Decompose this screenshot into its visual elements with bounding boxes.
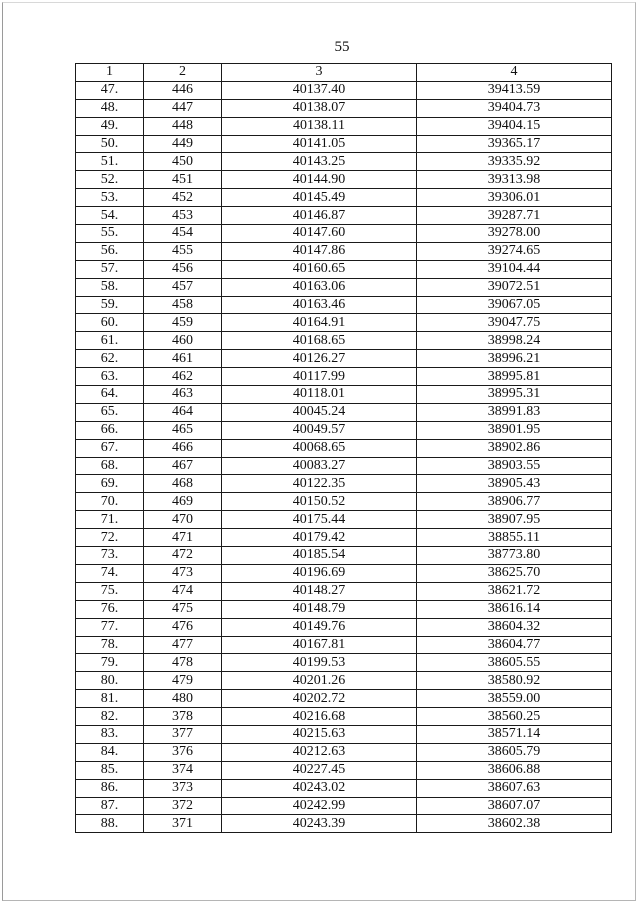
point-number-cell: 471 — [144, 529, 222, 547]
y-coordinate-cell: 38602.38 — [417, 815, 612, 833]
point-number-cell: 453 — [144, 207, 222, 225]
row-number-cell: 68. — [76, 457, 144, 475]
table-row — [76, 421, 612, 439]
table-row — [76, 690, 612, 708]
y-coordinate-cell: 38907.95 — [417, 511, 612, 529]
table-row — [76, 672, 612, 690]
y-coordinate-cell: 39047.75 — [417, 314, 612, 332]
point-number-cell: 467 — [144, 457, 222, 475]
table-row — [76, 242, 612, 260]
table-row — [76, 260, 612, 278]
x-coordinate-cell: 40185.54 — [222, 547, 417, 565]
point-number-cell: 472 — [144, 547, 222, 565]
table-row — [76, 815, 612, 833]
row-number-cell: 54. — [76, 207, 144, 225]
y-coordinate-cell: 38571.14 — [417, 725, 612, 743]
table-row — [76, 207, 612, 225]
y-coordinate-cell: 38580.92 — [417, 672, 612, 690]
point-number-cell: 480 — [144, 690, 222, 708]
row-number-cell: 47. — [76, 81, 144, 99]
column-header-1: 1 — [76, 64, 144, 82]
table-row — [76, 725, 612, 743]
table-row — [76, 475, 612, 493]
point-number-cell: 371 — [144, 815, 222, 833]
page-number: 55 — [334, 39, 350, 55]
y-coordinate-cell: 38905.43 — [417, 475, 612, 493]
row-number-cell: 49. — [76, 117, 144, 135]
x-coordinate-cell: 40202.72 — [222, 690, 417, 708]
row-number-cell: 67. — [76, 439, 144, 457]
point-number-cell: 478 — [144, 654, 222, 672]
x-coordinate-cell: 40148.79 — [222, 600, 417, 618]
x-coordinate-cell: 40147.60 — [222, 225, 417, 243]
y-coordinate-cell: 38607.07 — [417, 797, 612, 815]
x-coordinate-cell: 40163.46 — [222, 296, 417, 314]
table-header-row — [76, 64, 612, 82]
point-number-cell: 454 — [144, 225, 222, 243]
y-coordinate-cell: 38604.77 — [417, 636, 612, 654]
point-number-cell: 468 — [144, 475, 222, 493]
row-number-cell: 52. — [76, 171, 144, 189]
point-number-cell: 461 — [144, 350, 222, 368]
y-coordinate-cell: 38773.80 — [417, 547, 612, 565]
y-coordinate-cell: 38903.55 — [417, 457, 612, 475]
table-row — [76, 779, 612, 797]
x-coordinate-cell: 40144.90 — [222, 171, 417, 189]
y-coordinate-cell: 38625.70 — [417, 564, 612, 582]
row-number-cell: 48. — [76, 99, 144, 117]
x-coordinate-cell: 40215.63 — [222, 725, 417, 743]
x-coordinate-cell: 40141.05 — [222, 135, 417, 153]
row-number-cell: 72. — [76, 529, 144, 547]
row-number-cell: 84. — [76, 743, 144, 761]
column-header-3: 3 — [222, 64, 417, 82]
table-row — [76, 511, 612, 529]
y-coordinate-cell: 39365.17 — [417, 135, 612, 153]
row-number-cell: 78. — [76, 636, 144, 654]
x-coordinate-cell: 40147.86 — [222, 242, 417, 260]
table-row — [76, 654, 612, 672]
column-header-4: 4 — [417, 64, 612, 82]
table-row — [76, 386, 612, 404]
point-number-cell: 474 — [144, 582, 222, 600]
row-number-cell: 83. — [76, 725, 144, 743]
row-number-cell: 86. — [76, 779, 144, 797]
x-coordinate-cell: 40122.35 — [222, 475, 417, 493]
point-number-cell: 447 — [144, 99, 222, 117]
x-coordinate-cell: 40083.27 — [222, 457, 417, 475]
y-coordinate-cell: 38995.81 — [417, 368, 612, 386]
row-number-cell: 71. — [76, 511, 144, 529]
row-number-cell: 57. — [76, 260, 144, 278]
table-body — [76, 81, 612, 832]
row-number-cell: 87. — [76, 797, 144, 815]
point-number-cell: 451 — [144, 171, 222, 189]
point-number-cell: 458 — [144, 296, 222, 314]
row-number-cell: 56. — [76, 242, 144, 260]
row-number-cell: 82. — [76, 708, 144, 726]
table-row — [76, 636, 612, 654]
table-row — [76, 314, 612, 332]
point-number-cell: 446 — [144, 81, 222, 99]
x-coordinate-cell: 40137.40 — [222, 81, 417, 99]
x-coordinate-cell: 40167.81 — [222, 636, 417, 654]
x-coordinate-cell: 40138.07 — [222, 99, 417, 117]
point-number-cell: 448 — [144, 117, 222, 135]
row-number-cell: 61. — [76, 332, 144, 350]
x-coordinate-cell: 40068.65 — [222, 439, 417, 457]
table-row — [76, 296, 612, 314]
table-row — [76, 564, 612, 582]
row-number-cell: 64. — [76, 386, 144, 404]
y-coordinate-cell: 38855.11 — [417, 529, 612, 547]
table-row — [76, 350, 612, 368]
table-row — [76, 171, 612, 189]
y-coordinate-cell: 38996.21 — [417, 350, 612, 368]
y-coordinate-cell: 39306.01 — [417, 189, 612, 207]
point-number-cell: 470 — [144, 511, 222, 529]
point-number-cell: 374 — [144, 761, 222, 779]
table-row — [76, 582, 612, 600]
point-number-cell: 456 — [144, 260, 222, 278]
y-coordinate-cell: 39413.59 — [417, 81, 612, 99]
table-row — [76, 493, 612, 511]
table-row — [76, 439, 612, 457]
y-coordinate-cell: 39072.51 — [417, 278, 612, 296]
x-coordinate-cell: 40045.24 — [222, 403, 417, 421]
row-number-cell: 80. — [76, 672, 144, 690]
y-coordinate-cell: 39287.71 — [417, 207, 612, 225]
table-row — [76, 189, 612, 207]
row-number-cell: 60. — [76, 314, 144, 332]
row-number-cell: 59. — [76, 296, 144, 314]
row-number-cell: 79. — [76, 654, 144, 672]
point-number-cell: 450 — [144, 153, 222, 171]
y-coordinate-cell: 39274.65 — [417, 242, 612, 260]
point-number-cell: 476 — [144, 618, 222, 636]
y-coordinate-cell: 39104.44 — [417, 260, 612, 278]
row-number-cell: 65. — [76, 403, 144, 421]
table-row — [76, 797, 612, 815]
row-number-cell: 62. — [76, 350, 144, 368]
point-number-cell: 473 — [144, 564, 222, 582]
row-number-cell: 51. — [76, 153, 144, 171]
y-coordinate-cell: 38605.79 — [417, 743, 612, 761]
x-coordinate-cell: 40145.49 — [222, 189, 417, 207]
y-coordinate-cell: 38605.55 — [417, 654, 612, 672]
y-coordinate-cell: 38607.63 — [417, 779, 612, 797]
point-number-cell: 455 — [144, 242, 222, 260]
y-coordinate-cell: 39313.98 — [417, 171, 612, 189]
x-coordinate-cell: 40148.27 — [222, 582, 417, 600]
point-number-cell: 465 — [144, 421, 222, 439]
row-number-cell: 76. — [76, 600, 144, 618]
point-number-cell: 464 — [144, 403, 222, 421]
x-coordinate-cell: 40199.53 — [222, 654, 417, 672]
table-row — [76, 368, 612, 386]
table-row — [76, 117, 612, 135]
x-coordinate-cell: 40138.11 — [222, 117, 417, 135]
y-coordinate-cell: 38560.25 — [417, 708, 612, 726]
y-coordinate-cell: 38998.24 — [417, 332, 612, 350]
point-number-cell: 372 — [144, 797, 222, 815]
row-number-cell: 58. — [76, 278, 144, 296]
point-number-cell: 462 — [144, 368, 222, 386]
y-coordinate-cell: 38616.14 — [417, 600, 612, 618]
row-number-cell: 53. — [76, 189, 144, 207]
point-number-cell: 457 — [144, 278, 222, 296]
row-number-cell: 70. — [76, 493, 144, 511]
x-coordinate-cell: 40179.42 — [222, 529, 417, 547]
x-coordinate-cell: 40126.27 — [222, 350, 417, 368]
x-coordinate-cell: 40143.25 — [222, 153, 417, 171]
point-number-cell: 377 — [144, 725, 222, 743]
row-number-cell: 50. — [76, 135, 144, 153]
point-number-cell: 459 — [144, 314, 222, 332]
y-coordinate-cell: 38995.31 — [417, 386, 612, 404]
point-number-cell: 452 — [144, 189, 222, 207]
table-row — [76, 761, 612, 779]
row-number-cell: 63. — [76, 368, 144, 386]
y-coordinate-cell: 38991.83 — [417, 403, 612, 421]
y-coordinate-cell: 38901.95 — [417, 421, 612, 439]
table-row — [76, 743, 612, 761]
row-number-cell: 85. — [76, 761, 144, 779]
row-number-cell: 73. — [76, 547, 144, 565]
table-row — [76, 618, 612, 636]
table-row — [76, 457, 612, 475]
row-number-cell: 88. — [76, 815, 144, 833]
table-row — [76, 600, 612, 618]
row-number-cell: 75. — [76, 582, 144, 600]
y-coordinate-cell: 39278.00 — [417, 225, 612, 243]
y-coordinate-cell: 38559.00 — [417, 690, 612, 708]
table-row — [76, 403, 612, 421]
table-row — [76, 278, 612, 296]
table-row — [76, 153, 612, 171]
point-number-cell: 469 — [144, 493, 222, 511]
table-row — [76, 332, 612, 350]
x-coordinate-cell: 40160.65 — [222, 260, 417, 278]
row-number-cell: 69. — [76, 475, 144, 493]
y-coordinate-cell: 38906.77 — [417, 493, 612, 511]
x-coordinate-cell: 40164.91 — [222, 314, 417, 332]
point-number-cell: 376 — [144, 743, 222, 761]
point-number-cell: 477 — [144, 636, 222, 654]
row-number-cell: 55. — [76, 225, 144, 243]
x-coordinate-cell: 40201.26 — [222, 672, 417, 690]
point-number-cell: 463 — [144, 386, 222, 404]
y-coordinate-cell: 39335.92 — [417, 153, 612, 171]
table-row — [76, 225, 612, 243]
x-coordinate-cell: 40216.68 — [222, 708, 417, 726]
row-number-cell: 81. — [76, 690, 144, 708]
point-number-cell: 373 — [144, 779, 222, 797]
row-number-cell: 66. — [76, 421, 144, 439]
table-row — [76, 135, 612, 153]
table-row — [76, 99, 612, 117]
point-number-cell: 466 — [144, 439, 222, 457]
column-header-2: 2 — [144, 64, 222, 82]
y-coordinate-cell: 39404.15 — [417, 117, 612, 135]
point-number-cell: 475 — [144, 600, 222, 618]
x-coordinate-cell: 40212.63 — [222, 743, 417, 761]
x-coordinate-cell: 40146.87 — [222, 207, 417, 225]
y-coordinate-cell: 39404.73 — [417, 99, 612, 117]
x-coordinate-cell: 40049.57 — [222, 421, 417, 439]
x-coordinate-cell: 40227.45 — [222, 761, 417, 779]
x-coordinate-cell: 40150.52 — [222, 493, 417, 511]
y-coordinate-cell: 38606.88 — [417, 761, 612, 779]
y-coordinate-cell: 39067.05 — [417, 296, 612, 314]
y-coordinate-cell: 38902.86 — [417, 439, 612, 457]
table-row — [76, 708, 612, 726]
table-row — [76, 529, 612, 547]
x-coordinate-cell: 40175.44 — [222, 511, 417, 529]
point-number-cell: 449 — [144, 135, 222, 153]
y-coordinate-cell: 38604.32 — [417, 618, 612, 636]
x-coordinate-cell: 40242.99 — [222, 797, 417, 815]
x-coordinate-cell: 40243.02 — [222, 779, 417, 797]
table-row — [76, 547, 612, 565]
point-number-cell: 378 — [144, 708, 222, 726]
row-number-cell: 74. — [76, 564, 144, 582]
row-number-cell: 77. — [76, 618, 144, 636]
x-coordinate-cell: 40118.01 — [222, 386, 417, 404]
x-coordinate-cell: 40196.69 — [222, 564, 417, 582]
table-row — [76, 81, 612, 99]
x-coordinate-cell: 40117.99 — [222, 368, 417, 386]
y-coordinate-cell: 38621.72 — [417, 582, 612, 600]
point-number-cell: 460 — [144, 332, 222, 350]
x-coordinate-cell: 40149.76 — [222, 618, 417, 636]
point-number-cell: 479 — [144, 672, 222, 690]
coordinates-table — [75, 63, 612, 833]
x-coordinate-cell: 40168.65 — [222, 332, 417, 350]
x-coordinate-cell: 40163.06 — [222, 278, 417, 296]
x-coordinate-cell: 40243.39 — [222, 815, 417, 833]
